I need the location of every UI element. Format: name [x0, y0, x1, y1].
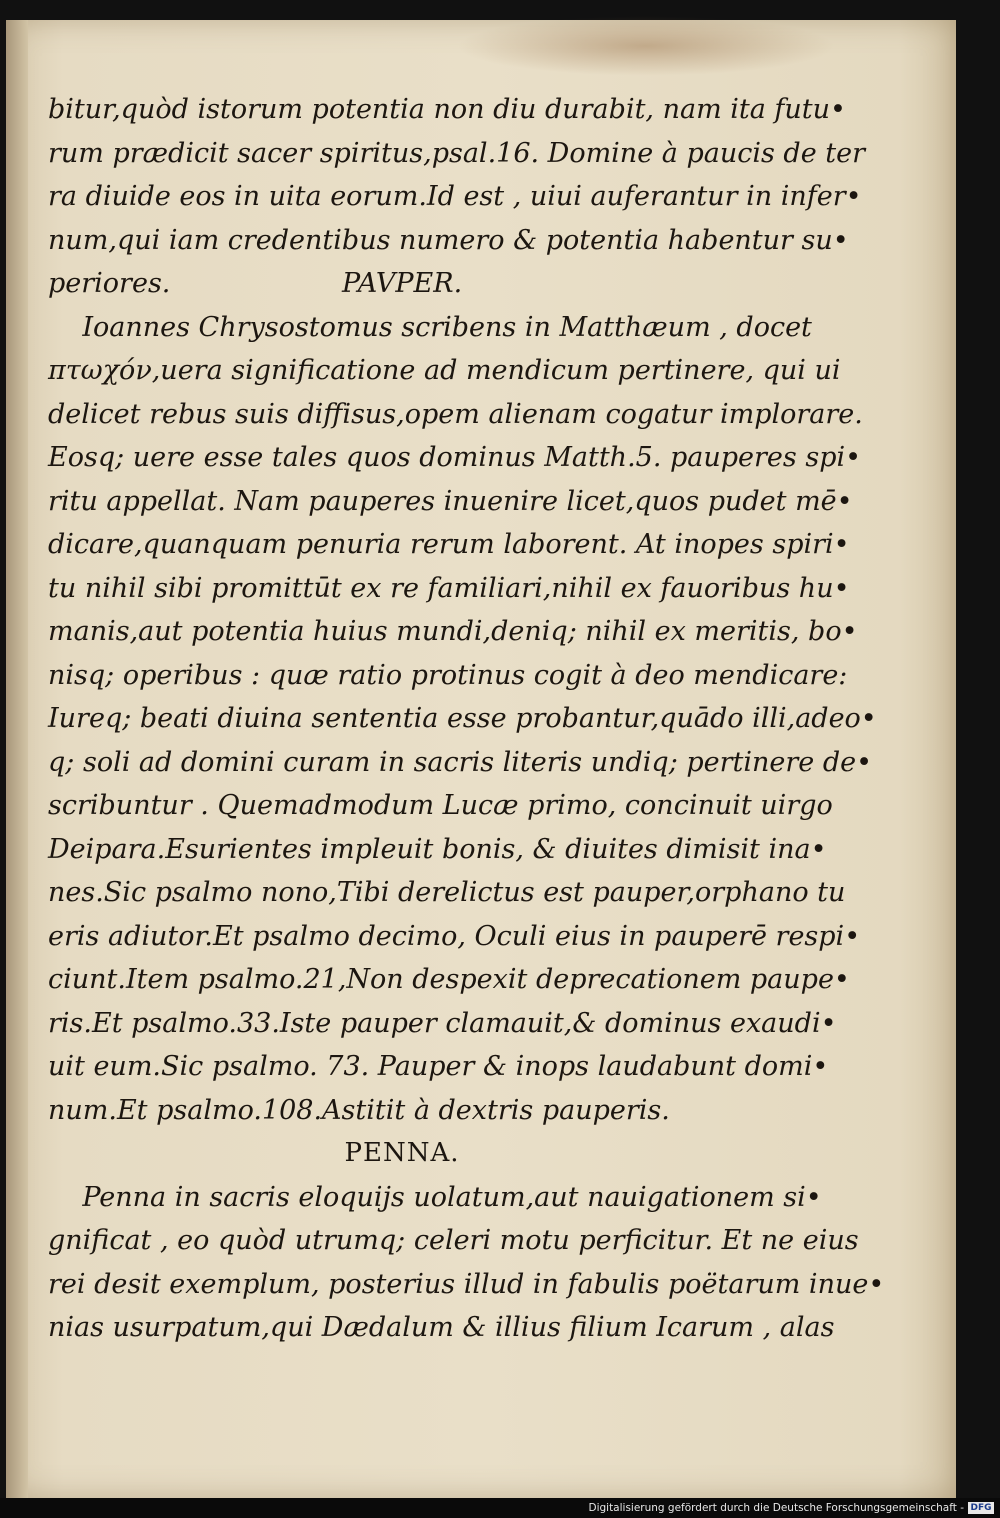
- text-line: bitur,quòd istorum potentia non diu durabit, nam ita futu•: [48, 94, 846, 125]
- text-line: ritu appellat. Nam pauperes inuenire licet,quos pudet mē•: [48, 485, 853, 517]
- text-line: q; soli ad domini curam in sacris literis undiq; pertinere de•: [48, 746, 873, 778]
- text-line: tu nihil sibi promittūt ex re familiari,nihil ex fauoribus hu•: [48, 572, 850, 604]
- page-text-block: [48, 88, 885, 1350]
- text-line: Iureq; beati diuina sententia esse probantur,quādo illi,adeo•: [48, 703, 877, 734]
- text-line: ciunt.Item psalmo.21,Non despexit deprecationem paupe•: [48, 964, 850, 995]
- text-line: Deipara.Esurientes impleuit bonis, & diuites dimisit ina•: [48, 833, 827, 865]
- text-line: PENNA.: [48, 1138, 460, 1168]
- text-line: rei desit exemplum, posterius illud in fabulis poëtarum inue•: [48, 1268, 885, 1300]
- text-line: Penna in sacris eloquijs uolatum,aut nauigationem si•: [48, 1181, 822, 1213]
- text-line: manis,aut potentia huius mundi,deniq; nihil ex meritis, bo•: [48, 616, 858, 647]
- paper-stain: [456, 16, 836, 76]
- text-line: ra diuide eos in uita eorum.Id est , uiui auferantur in infer•: [48, 181, 862, 212]
- text-line: rum prædicit sacer spiritus,psal.16. Domine à paucis de ter: [48, 137, 865, 169]
- text-line: gnificat , eo quòd utrumq; celeri motu perficitur. Et ne eius: [48, 1225, 859, 1256]
- text-line: delicet rebus suis diffisus,opem alienam cogatur implorare.: [48, 398, 863, 430]
- text-line: Ioannes Chrysostomus scribens in Matthæum , docet: [48, 311, 812, 343]
- text-line: num,qui iam credentibus numero & potentia habentur su•: [48, 224, 849, 256]
- text-line: πτωχόν,uera significatione ad mendicum pertinere, qui ui: [48, 355, 841, 386]
- text-line: ris.Et psalmo.33.Iste pauper clamauit,& dominus exaudi•: [48, 1007, 837, 1039]
- text-line: eris adiutor.Et psalmo decimo, Oculi eius in pauperē respi•: [48, 920, 861, 952]
- dfg-logo: DFG: [968, 1502, 994, 1514]
- text-line: periores. PAVPER.: [48, 268, 463, 299]
- page-edge: [6, 20, 28, 1498]
- text-line: dicare,quanquam penuria rerum laborent. At inopes spiri•: [48, 529, 850, 560]
- text-line: num.Et psalmo.108.Astitit à dextris pauperis.: [48, 1094, 670, 1126]
- text-line: nes.Sic psalmo nono,Tibi derelictus est pauper,orphano tu: [48, 877, 846, 908]
- text-line: Eosq; uere esse tales quos dominus Matth.5. pauperes spi•: [48, 442, 862, 473]
- funding-notice: Digitalisierung gefördert durch die Deutsche Forschungsgemeinschaft -: [588, 1502, 964, 1514]
- text-line: nias usurpatum,qui Dædalum & illius filium Icarum , alas: [48, 1312, 835, 1343]
- text-line: uit eum.Sic psalmo. 73. Pauper & inops laudabunt domi•: [48, 1051, 829, 1082]
- text-line: nisq; operibus : quæ ratio protinus cogit à deo mendicare:: [48, 659, 848, 691]
- text-line: scribuntur . Quemadmodum Lucæ primo, concinuit uirgo: [48, 790, 833, 821]
